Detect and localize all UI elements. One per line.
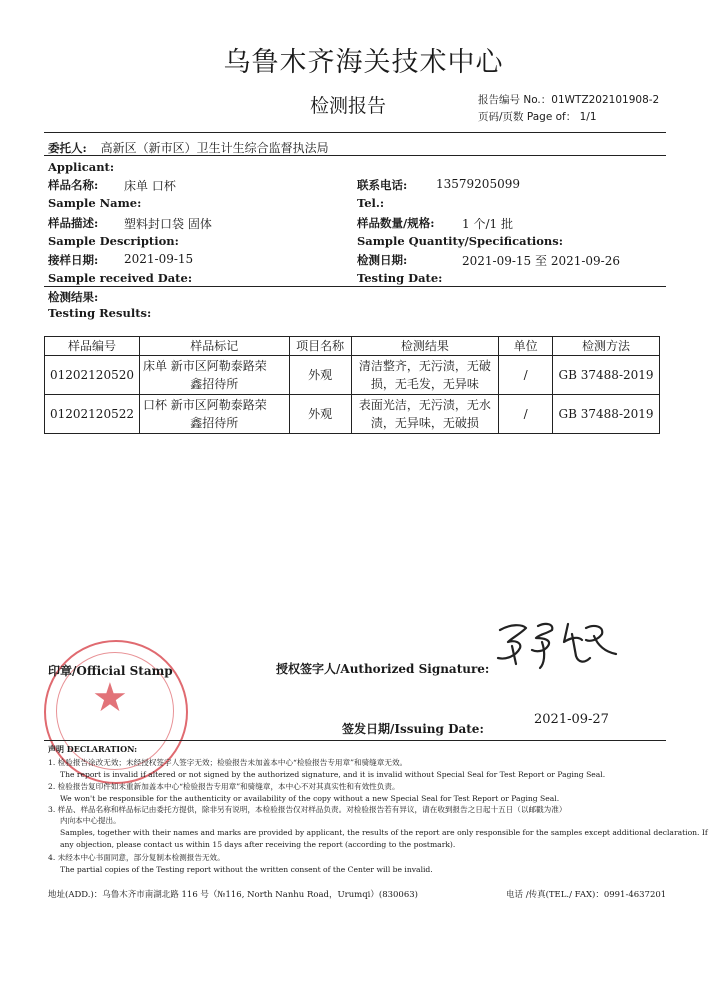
declaration-3-cn-cont: 内向本中心提出。 — [60, 816, 121, 825]
mark-line-2: 鑫招待所 — [190, 416, 239, 430]
page-count-line — [478, 109, 597, 124]
sample-desc-label-en: Sample Description: — [48, 234, 179, 248]
issuing-date-value: 2021-09-27 — [534, 712, 609, 727]
cell-unit: / — [499, 356, 553, 395]
applicant-row — [48, 139, 329, 156]
issuing-date-label: 签发日期/Issuing Date: — [342, 722, 484, 736]
report-title: 检测报告 — [310, 95, 387, 117]
result-line-1: 清洁整齐，无污渍，无破 — [358, 359, 491, 373]
applicant-divider — [44, 155, 666, 156]
declaration-3-cn: 3. 样品、样品名称和样品标记由委托方提供，除非另有说明，本检验报告仅对样品负责。对检验报告若有异议，请在收到报告之日起十五日（以邮戳为准） — [48, 805, 567, 814]
report-number: 01WTZ202101908-2 — [551, 94, 660, 106]
results-label-cn: 检测结果: — [48, 290, 99, 304]
mark-line-1: 口杯 新市区阿勒泰路荣 — [142, 398, 267, 412]
tel-label-en: Tel.: — [357, 196, 385, 210]
applicant-value: 高新区（新市区）卫生计生综合监督执法局 — [100, 141, 329, 155]
cell-sample-mark — [139, 356, 289, 395]
declaration-3-en: Samples, together with their names and marks are provided by applicant, the results of the report are only responsible for the samples except additional declaration. If — [60, 828, 708, 837]
declaration-1-en: The report is invalid if altered or not signed by the authorized signature, and it is invalid without Special Seal for Test Report or Paging Seal. — [60, 770, 606, 779]
declaration-divider — [44, 740, 666, 741]
declaration-3-en-cont: any objection, please contact us within 15 days after receiving the report (according to the postmark). — [60, 840, 456, 849]
applicant-label-en: Applicant: — [48, 160, 115, 174]
cell-test-method: GB 37488-2019 — [553, 356, 660, 395]
footer-phone: 电话 /传真(TEL./ FAX)：0991-4637201 — [506, 890, 667, 900]
cell-test-method: GB 37488-2019 — [553, 395, 660, 434]
mark-line-1: 床单 新市区阿勒泰路荣 — [142, 359, 267, 373]
mark-line-2: 鑫招待所 — [190, 377, 239, 391]
handwritten-signature — [486, 612, 636, 674]
sample-name-value: 床单 口杯 — [124, 179, 176, 193]
cell-sample-mark — [139, 395, 289, 434]
header-test-method: 检测方法 — [553, 337, 660, 356]
declaration-title: 声明 DECLARATION: — [48, 744, 138, 754]
header-sample-mark: 样品标记 — [139, 337, 289, 356]
authorized-signature-label: 授权签字人/Authorized Signature: — [276, 662, 490, 676]
footer-address: 地址(ADD.)：乌鲁木齐市南湖北路 116 号（№116, North Nanhu Road，Urumqi）(830063) — [48, 890, 418, 900]
cell-item-name: 外观 — [289, 395, 351, 434]
declaration-2-en: We won't be responsible for the authenticity or availability of the copy without a new Special Seal for Test Report or Paging Seal. — [60, 794, 560, 803]
seal-label: 印章/Official Stamp — [48, 664, 173, 678]
table-row — [45, 395, 660, 434]
fields-divider — [44, 286, 666, 287]
received-date-label-en: Sample received Date: — [48, 271, 193, 285]
testing-date-value: 2021-09-15 至 2021-09-26 — [462, 254, 621, 268]
cell-test-result — [351, 356, 499, 395]
testing-date-label-en: Testing Date: — [357, 271, 443, 285]
received-date-value: 2021-09-15 — [124, 252, 194, 266]
header-sample-id: 样品编号 — [45, 337, 140, 356]
header-test-result: 检测结果 — [351, 337, 499, 356]
tel-label-cn: 联系电话: — [357, 178, 408, 192]
results-table — [44, 336, 660, 434]
declaration-1-cn: 1. 检验报告涂改无效；未经授权签字人签字无效；检验报告未加盖本中心“检验报告专用章”和骑缝章无效。 — [48, 758, 408, 767]
sample-desc-value: 塑料封口袋 固体 — [124, 217, 212, 231]
page-value: 1/1 — [579, 111, 597, 123]
report-number-line — [478, 92, 659, 107]
quantity-label-cn: 样品数量/规格: — [357, 216, 435, 230]
stamp-star-icon: ★ — [92, 675, 128, 721]
sample-name-label-en: Sample Name: — [48, 196, 142, 210]
results-label-en: Testing Results: — [48, 306, 152, 320]
applicant-label-cn: 委托人: — [48, 141, 87, 155]
sample-name-label-cn: 样品名称: — [48, 178, 99, 192]
header-divider — [44, 132, 666, 133]
organization-title: 乌鲁木齐海关技术中心 — [223, 47, 504, 78]
quantity-value: 1 个/1 批 — [462, 217, 513, 231]
cell-item-name: 外观 — [289, 356, 351, 395]
cell-sample-id: 01202120520 — [45, 356, 140, 395]
report-number-label: 报告编号 No.： — [478, 94, 552, 106]
table-header-row — [45, 337, 660, 356]
header-unit: 单位 — [499, 337, 553, 356]
declaration-2-cn: 2. 检验报告复印件如未重新加盖本中心“检验报告专用章”和骑缝章，本中心不对其真实性和有效性负责。 — [48, 782, 400, 791]
received-date-label-cn: 接样日期: — [48, 253, 99, 267]
declaration-4-cn: 4. 未经本中心书面同意，部分复制本检测报告无效。 — [48, 853, 225, 862]
cell-unit: / — [499, 395, 553, 434]
result-line-2: 渍，无异味，无破损 — [370, 416, 479, 430]
sample-desc-label-cn: 样品描述: — [48, 216, 99, 230]
tel-value: 13579205099 — [436, 177, 520, 191]
table-row — [45, 356, 660, 395]
result-line-1: 表面光洁，无污渍，无水 — [358, 398, 491, 412]
cell-sample-id: 01202120522 — [45, 395, 140, 434]
quantity-label-en: Sample Quantity/Specifications: — [357, 234, 564, 248]
testing-date-label-cn: 检测日期: — [357, 253, 408, 267]
header-item-name: 项目名称 — [289, 337, 351, 356]
result-line-2: 损，无毛发，无异味 — [370, 377, 479, 391]
declaration-4-en: The partial copies of the Testing report without the written consent of the Center will be invalid. — [60, 865, 433, 874]
cell-test-result — [351, 395, 499, 434]
page-label: 页码/页数 Page of： — [478, 111, 577, 123]
